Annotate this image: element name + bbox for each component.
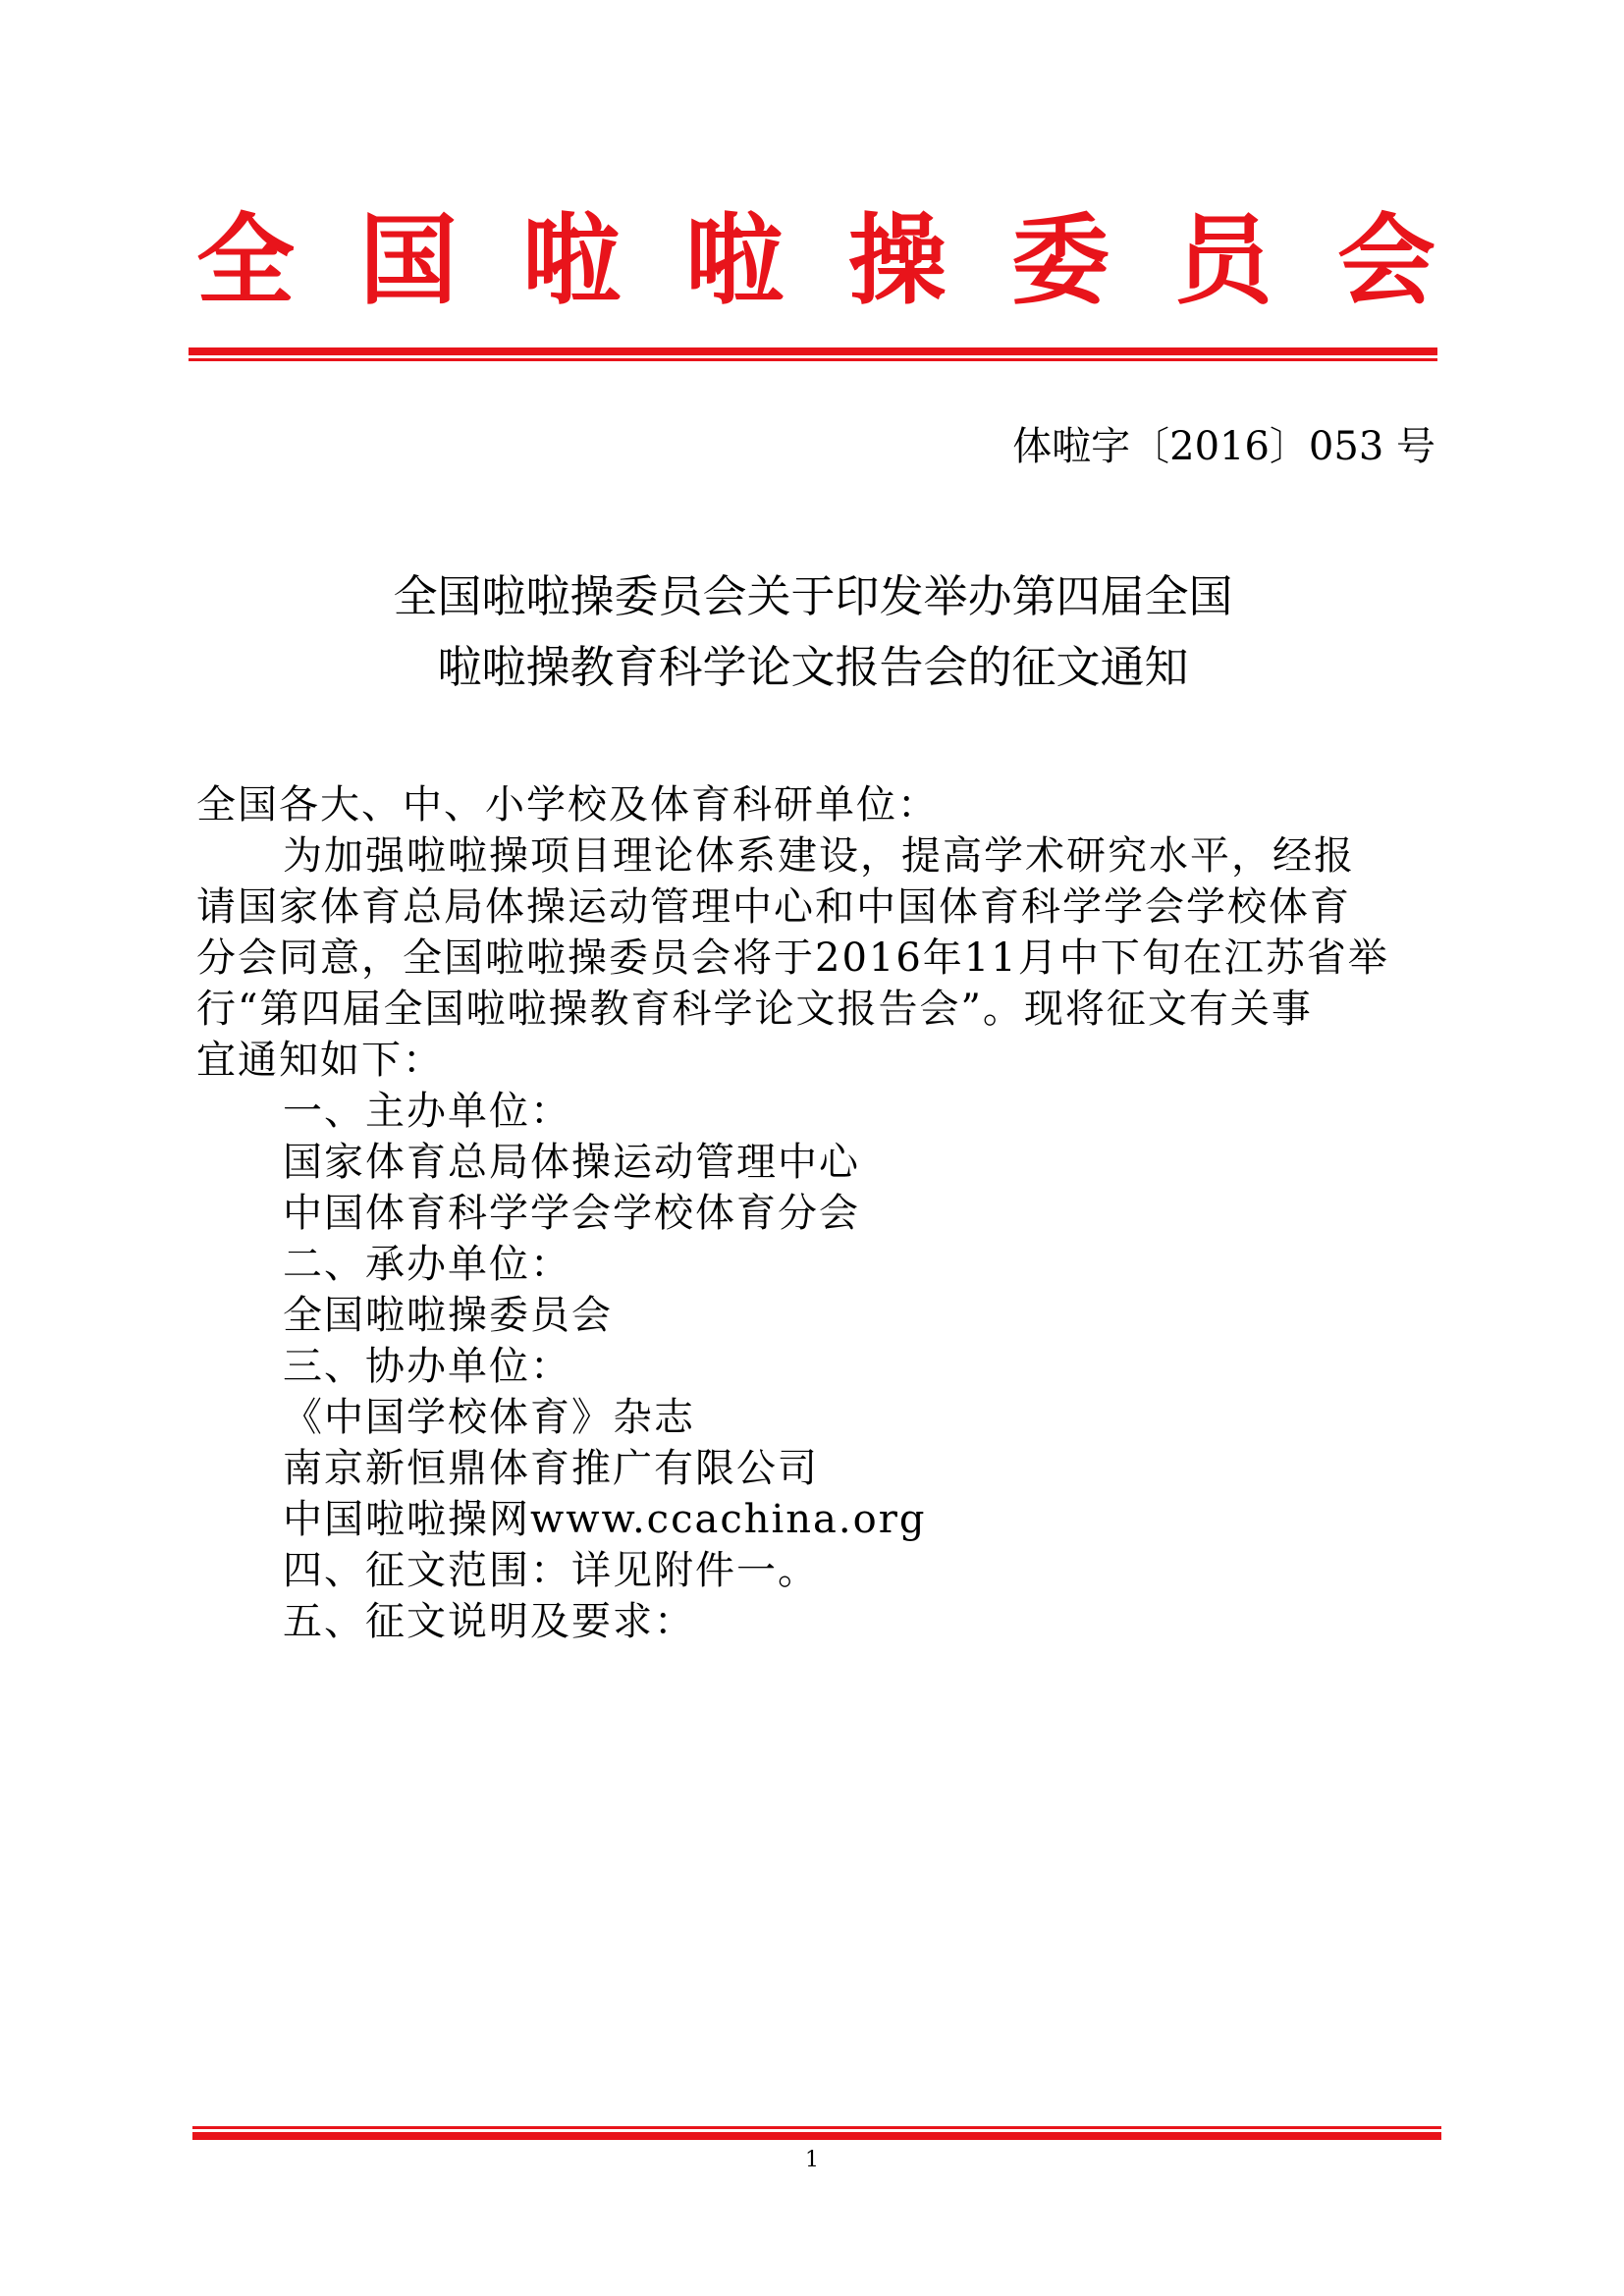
salutation: 全国各大、中、小学校及体育科研单位： [196,782,939,828]
paragraph-line: 分会同意，全国啦啦操委员会将于2016年11月中下旬在江苏省举 [196,935,1389,981]
section-heading-undertaker: 二、承办单位： [283,1242,571,1287]
footer-divider-thin [192,2126,1441,2129]
section-heading-co-organizer: 三、协办单位： [283,1344,571,1389]
masthead-char: 操 [848,202,947,318]
list-item: 中国啦啦操网www.ccachina.org [283,1497,927,1542]
footer-divider-thick [192,2132,1441,2140]
document-title-line: 全国啦啦操委员会关于印发举办第四届全国 [393,570,1233,622]
footer-divider [192,2126,1441,2140]
masthead-char: 员 [1174,202,1272,318]
masthead-char: 全 [196,202,295,318]
masthead-org-name [196,196,1435,324]
paragraph-line: 请国家体育总局体操运动管理中心和中国体育科学学会学校体育 [196,884,1351,930]
document-title [189,561,1437,703]
list-item: 国家体育总局体操运动管理中心 [283,1140,860,1185]
section-heading-requirements: 五、征文说明及要求： [283,1599,695,1644]
list-item: 南京新恒鼎体育推广有限公司 [283,1446,819,1491]
list-item: 全国啦啦操委员会 [283,1293,613,1338]
list-item: 《中国学校体育》杂志 [283,1395,695,1440]
masthead-char: 啦 [685,202,784,318]
masthead-char: 啦 [522,202,621,318]
paragraph-line: 宜通知如下： [196,1038,444,1083]
section-list [196,1086,1441,1647]
list-item: 中国体育科学学会学校体育分会 [283,1191,860,1236]
paragraph-line: 为加强啦啦操项目理论体系建设，提高学术研究水平，经报 [283,833,1355,879]
masthead-char: 委 [1011,202,1110,318]
masthead-char: 会 [1337,202,1435,318]
section-heading-organizer: 一、主办单位： [283,1089,571,1134]
page-number: 1 [805,2148,819,2172]
section-heading-scope: 四、征文范围：详见附件一。 [283,1548,819,1593]
header-divider-thin [189,358,1437,361]
document-body [196,779,1441,1647]
intro-paragraph [196,830,1441,1086]
document-title-line: 啦啦操教育科学论文报告会的征文通知 [437,641,1189,693]
header-divider [189,347,1437,361]
paragraph-line: 行“第四届全国啦啦操教育科学论文报告会”。现将征文有关事 [196,987,1313,1032]
masthead-char: 国 [359,202,458,318]
document-number: 体啦字〔2016〕053 号 [1012,424,1435,469]
header-divider-thick [189,347,1437,355]
